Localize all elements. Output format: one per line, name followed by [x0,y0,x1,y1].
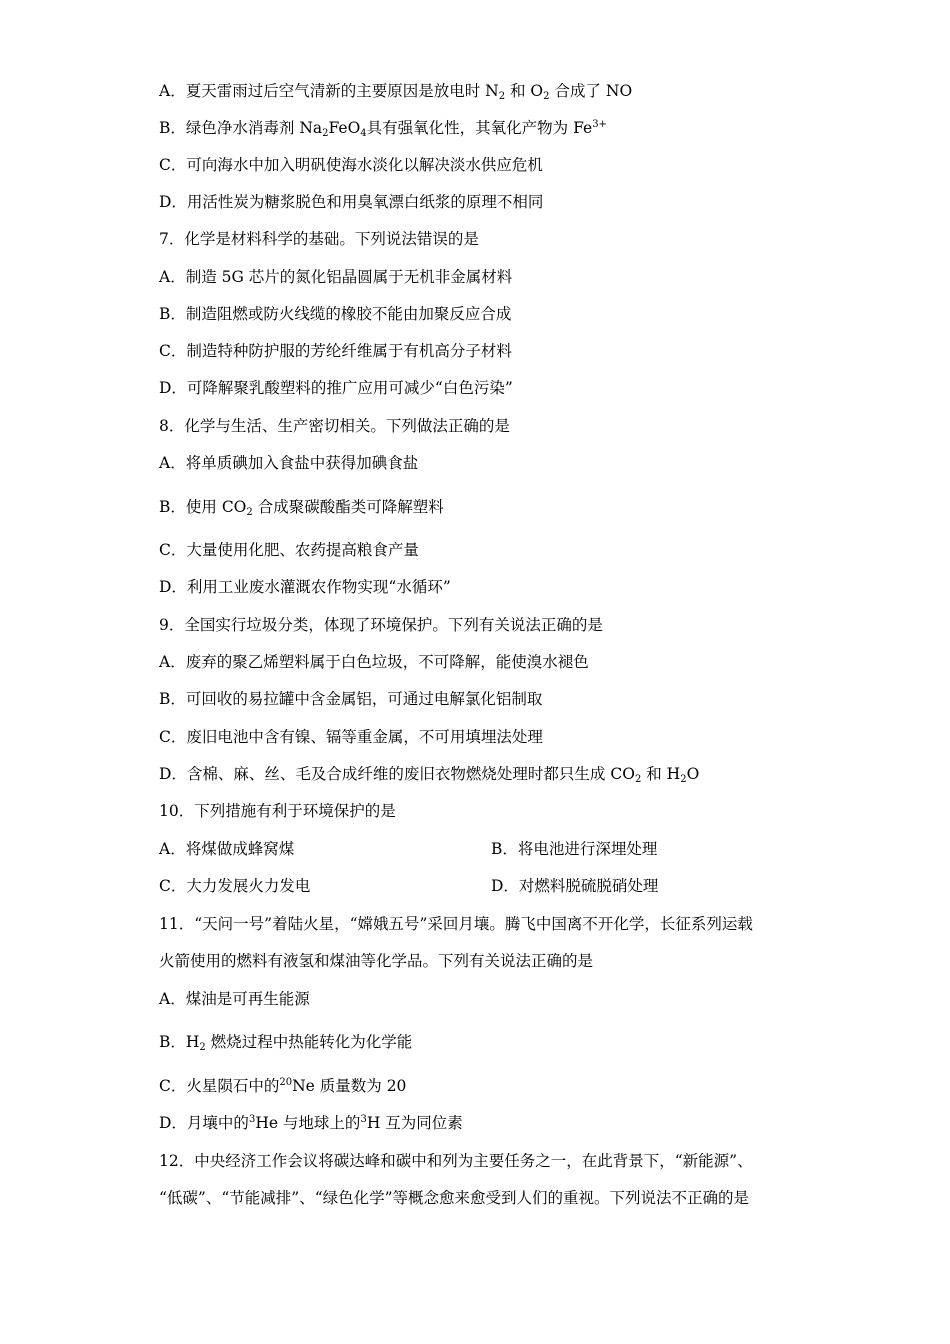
q11-stem-line2: 火箭使用的燃料有液氢和煤油等化学品。下列有关说法正确的是 [159,952,594,970]
q12-stem-line2: “低碳”、“节能减排”、“绿色化学”等概念愈来愈受到人们的重视。下列说法不正确的是 [159,1189,750,1207]
q6-option-d: D．用活性炭为糖浆脱色和用臭氧漂白纸浆的原理不相同 [159,193,544,211]
q12-stem-line1: 12．中央经济工作会议将碳达峰和碳中和列为主要任务之一，在此背景下，“新能源”、 [159,1152,753,1170]
q9-option-d: D．含棉、麻、丝、毛及合成纤维的废旧衣物燃烧处理时都只生成 $CO_2$ 和 $H_2O$ [159,765,700,785]
q11-option-d: D．月壤中的$^3$He 与地球上的$^3$H 互为同位素 [159,1114,463,1132]
q10-option-c: C．大力发展火力发电 [159,877,311,895]
q7-stem: 7．化学是材料科学的基础。下列说法错误的是 [159,230,479,248]
q7-option-a: A．制造 5G 芯片的氮化铝晶圆属于无机非金属材料 [159,268,513,286]
q7-option-c: C．制造特种防护服的芳纶纤维属于有机高分子材料 [159,342,512,360]
q7-option-b: B．制造阻燃或防火线缆的橡胶不能由加聚反应合成 [159,305,512,323]
q11-option-a: A．煤油是可再生能源 [159,990,310,1008]
q8-option-b: B．使用 $CO_2$ 合成聚碳酸酯类可降解塑料 [159,498,444,518]
q8-stem: 8．化学与生活、生产密切相关。下列做法正确的是 [159,417,510,435]
q9-stem: 9．全国实行垃圾分类，体现了环境保护。下列有关说法正确的是 [159,616,603,634]
q10-option-b: B．将电池进行深埋处理 [491,840,658,858]
q8-option-d: D．利用工业废水灌溉农作物实现“水循环” [159,578,451,596]
q6-option-c: C．可向海水中加入明矾使海水淡化以解决淡水供应危机 [159,156,543,174]
q9-option-b: B．可回收的易拉罐中含金属铝，可通过电解氯化铝制取 [159,690,543,708]
q7-option-d: D．可降解聚乳酸塑料的推广应用可减少“白色污染” [159,379,513,397]
q9-option-c: C．废旧电池中含有镍、镉等重金属，不可用填埋法处理 [159,728,543,746]
q11-stem-line1: 11．“天问一号”着陆火星，“嫦娥五号”采回月壤。腾飞中国离不开化学，长征系列运载 [159,915,753,933]
q9-option-a: A．废弃的聚乙烯塑料属于白色垃圾，不可降解，能使溴水褪色 [159,653,589,671]
q8-option-c: C．大量使用化肥、农药提高粮食产量 [159,541,419,559]
q11-option-b: B．$H_2$ 燃烧过程中热能转化为化学能 [159,1033,413,1053]
q6-option-b: B．绿色净水消毒剂 $Na_2FeO_4$具有强氧化性，其氧化产物为 $Fe^{3+}$ [159,119,607,139]
q6-option-a: A．夏天雷雨过后空气清新的主要原因是放电时 $N_2$ 和 $O_2$ 合成了 NO [159,82,633,102]
q10-option-d: D．对燃料脱硫脱硝处理 [491,877,659,895]
q10-stem: 10．下列措施有利于环境保护的是 [159,802,396,820]
q8-option-a: A．将单质碘加入食盐中获得加碘食盐 [159,454,419,472]
q10-option-a: A．将煤做成蜂窝煤 [159,840,295,858]
q11-option-c: C．火星陨石中的$^{20}$Ne 质量数为 20 [159,1077,407,1095]
